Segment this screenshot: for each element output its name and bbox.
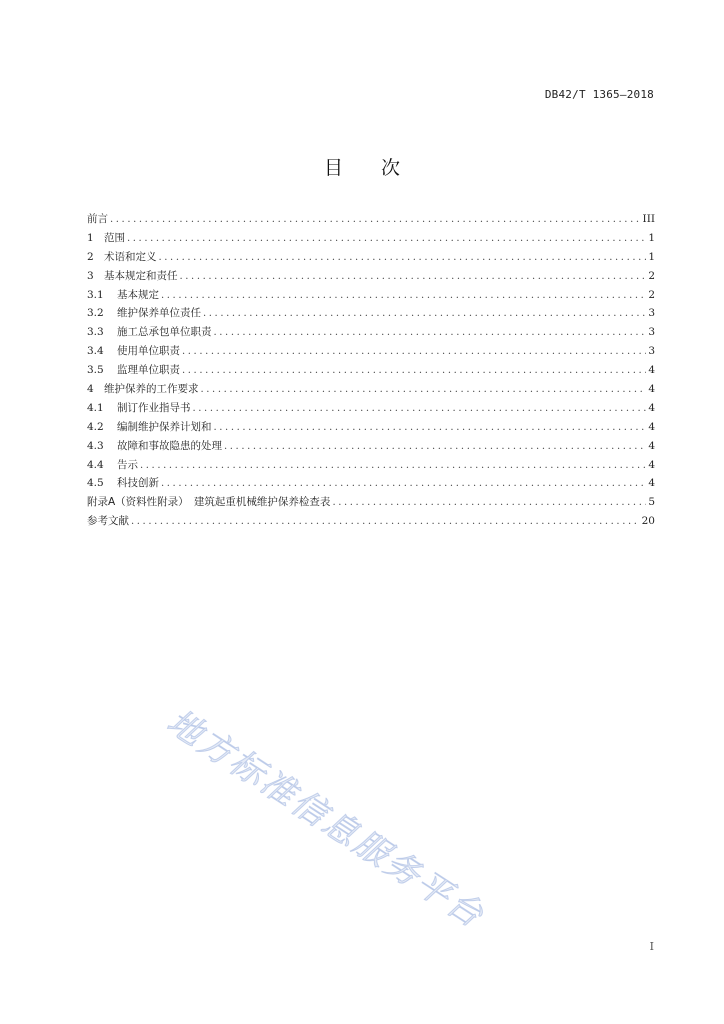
toc-leader-dots — [140, 457, 646, 476]
toc-entry-3-2[interactable] — [87, 304, 655, 323]
toc-entry-label: 使用单位职责 — [117, 345, 180, 358]
toc-entry-number: 3.3 — [87, 326, 104, 339]
toc-entry-label: 前言 — [87, 213, 108, 225]
toc-entry-page: 1 — [648, 231, 655, 244]
toc-entry-number: 4.3 — [87, 439, 104, 452]
toc-entry-4-4[interactable] — [87, 456, 655, 475]
toc-leader-dots — [159, 249, 647, 268]
toc-leader-dots — [127, 230, 646, 249]
toc-entry-4-2[interactable] — [87, 418, 655, 437]
toc-entry-4-3[interactable] — [87, 437, 655, 456]
toc-entry-references[interactable] — [87, 512, 655, 531]
toc-leader-dots — [201, 381, 647, 400]
toc-entry-4-5[interactable] — [87, 474, 655, 493]
page-number: I — [649, 940, 654, 953]
toc-entry-preface[interactable] — [87, 210, 655, 229]
toc-entry-number: 4.2 — [87, 420, 104, 433]
toc-leader-dots — [193, 400, 647, 419]
toc-entry-label: 范围 — [104, 231, 125, 244]
toc-entry-label: 编制维护保养计划和 — [117, 420, 212, 433]
toc-entry-page: 3 — [648, 345, 655, 358]
toc-entry-number: 3.4 — [87, 345, 104, 358]
toc-entry-3-5[interactable] — [87, 361, 655, 380]
toc-entry-page: 4 — [648, 458, 655, 471]
toc-entry-number: 3.1 — [87, 288, 104, 301]
toc-entry-label: 告示 — [117, 458, 138, 471]
toc-entry-label: 参考文献 — [87, 515, 129, 528]
toc-entry-number: 3 — [87, 269, 94, 282]
toc-entry-label: 术语和定义 — [104, 250, 157, 263]
toc-entry-page: 5 — [648, 496, 655, 509]
toc-entry-page: 4 — [648, 401, 655, 414]
toc-leader-dots — [131, 513, 640, 532]
toc-entry-number: 4 — [87, 383, 94, 396]
toc-entry-page: 1 — [648, 250, 655, 263]
toc-entry-label: 维护保养的工作要求 — [104, 383, 199, 396]
toc-entry-label: 科技创新 — [117, 477, 159, 490]
toc-leader-dots — [203, 305, 646, 324]
toc-entry-page: 3 — [648, 307, 655, 320]
toc-entry-label: 施工总承包单位职责 — [117, 326, 212, 339]
toc-entry-label: 故障和事故隐患的处理 — [117, 439, 222, 452]
toc-entry-label: 附录A（资料性附录） 建筑起重机械维护保养检查表 — [87, 496, 331, 509]
toc-entry-4[interactable] — [87, 380, 655, 399]
toc-entry-number: 3.5 — [87, 364, 104, 377]
toc-leader-dots — [214, 324, 647, 343]
toc-leader-dots — [180, 268, 647, 287]
toc-entry-page: 20 — [641, 515, 655, 528]
toc-entry-page: III — [642, 213, 655, 225]
toc-entry-number: 4.1 — [87, 401, 104, 414]
toc-entry-page: 3 — [648, 326, 655, 339]
toc-entry-label: 制订作业指导书 — [117, 401, 191, 414]
toc-entry-page: 2 — [648, 269, 655, 282]
toc-entry-3-4[interactable] — [87, 342, 655, 361]
toc-entry-number: 2 — [87, 250, 94, 263]
toc-entry-number: 3.2 — [87, 307, 104, 320]
toc-list — [87, 210, 655, 531]
toc-entry-label: 基本规定 — [117, 288, 159, 301]
toc-entry-page: 4 — [648, 383, 655, 396]
toc-leader-dots — [214, 419, 647, 438]
toc-leader-dots — [224, 438, 646, 457]
toc-entry-number: 4.4 — [87, 458, 104, 471]
toc-entry-page: 2 — [648, 288, 655, 301]
toc-entry-appendix-a[interactable] — [87, 493, 655, 512]
toc-entry-label: 基本规定和责任 — [104, 269, 178, 282]
toc-entry-page: 4 — [648, 439, 655, 452]
toc-entry-page: 4 — [648, 477, 655, 490]
toc-entry-2[interactable] — [87, 248, 655, 267]
toc-leader-dots — [332, 494, 646, 513]
toc-entry-3-1[interactable] — [87, 286, 655, 305]
toc-entry-number: 4.5 — [87, 477, 104, 490]
watermark-text: 地方标准信息服务平台 — [159, 701, 492, 937]
toc-leader-dots — [110, 211, 641, 230]
toc-leader-dots — [182, 362, 646, 381]
toc-entry-label: 监理单位职责 — [117, 364, 180, 377]
toc-entry-page: 4 — [648, 420, 655, 433]
toc-leader-dots — [182, 343, 646, 362]
toc-leader-dots — [161, 287, 646, 306]
toc-entry-number: 1 — [87, 231, 94, 244]
toc-entry-4-1[interactable] — [87, 399, 655, 418]
toc-title: 目 次 — [323, 157, 400, 179]
document-code: DB42/T 1365—2018 — [544, 88, 654, 101]
toc-entry-label: 维护保养单位责任 — [117, 307, 201, 320]
toc-entry-page: 4 — [648, 364, 655, 377]
toc-leader-dots — [161, 475, 646, 494]
toc-entry-3-3[interactable] — [87, 323, 655, 342]
toc-entry-3[interactable] — [87, 267, 655, 286]
toc-entry-1[interactable] — [87, 229, 655, 248]
